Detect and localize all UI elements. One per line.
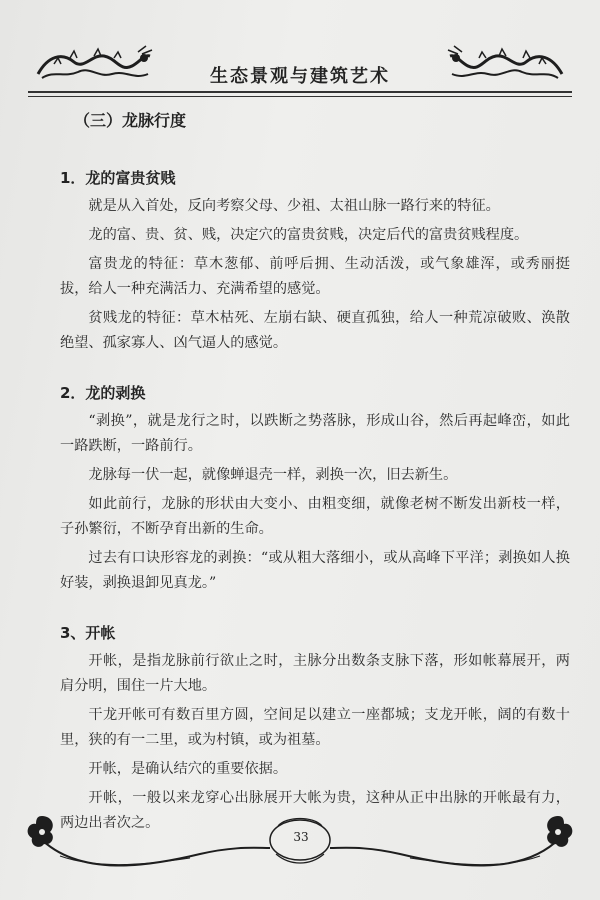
paragraph: 龙的富、贵、贫、贱，决定穴的富贵贫贱，决定后代的富贵贫贱程度。 xyxy=(88,227,529,243)
header-title: 生态景观与建筑艺术 xyxy=(210,66,390,87)
subsection-heading: 2．龙的剥换 xyxy=(60,384,146,402)
paragraph: 贫贱龙的特征：草木枯死、左崩右缺、硬直孤独，给人一种荒凉破败、涣散绝望、孤家寡人、凶气逼人的感觉。 xyxy=(60,310,570,351)
paragraph: 龙脉每一伏一起，就像蝉退壳一样，剥换一次，旧去新生。 xyxy=(88,467,458,483)
page-body xyxy=(60,98,570,840)
paragraph: 就是从入首处，反向考察父母、少祖、太祖山脉一路行来的特征。 xyxy=(88,198,500,214)
paragraph: 富贵龙的特征：草木葱郁、前呼后拥、生动活泼，或气象雄浑，或秀丽挺拔，给人一种充满活力、充满希望的感觉。 xyxy=(60,256,570,297)
paragraph: 干龙开帐可有数百里方圆，空间足以建立一座都城；支龙开帐，阔的有数十里，狭的有一二里，或为村镇，或为祖墓。 xyxy=(60,707,570,748)
paragraph: 开帐，是指龙脉前行欲止之时，主脉分出数条支脉下落，形如帐幕展开，两肩分明，围住一片大地。 xyxy=(60,653,570,694)
paragraph: 如此前行，龙脉的形状由大变小、由粗变细，就像老树不断发出新枝一样，子孙繁衍，不断孕育出新的生命。 xyxy=(60,496,570,537)
floral-ornament-icon xyxy=(538,812,578,852)
floral-ornament-icon xyxy=(22,812,62,852)
header-divider xyxy=(28,91,572,93)
subsection-heading: 3、开帐 xyxy=(60,624,116,642)
page-number: 33 xyxy=(293,830,309,844)
paragraph: “剥换”，就是龙行之时，以跌断之势落脉，形成山谷，然后再起峰峦，如此一路跌断，一路前行。 xyxy=(60,413,570,454)
header-divider-thin xyxy=(28,96,572,97)
dragon-ornament-icon xyxy=(446,44,566,90)
paragraph: 开帐，是确认结穴的重要依据。 xyxy=(88,761,288,777)
subsection-heading: 1．龙的富贵贫贱 xyxy=(60,169,176,187)
page-header xyxy=(0,0,600,110)
footer-ornament xyxy=(0,808,600,888)
paragraph: 过去有口诀形容龙的剥换：“或从粗大落细小，或从高峰下平洋；剥换如人换好装，剥换退卸见真龙。” xyxy=(60,550,570,591)
paragraph: 开帐，一般以来龙穿心出脉展开大帐为贵，这种从正中出脉的开帐最有力，两边出者次之。 xyxy=(60,790,570,831)
section-heading: （三）龙脉行度 xyxy=(74,111,187,130)
